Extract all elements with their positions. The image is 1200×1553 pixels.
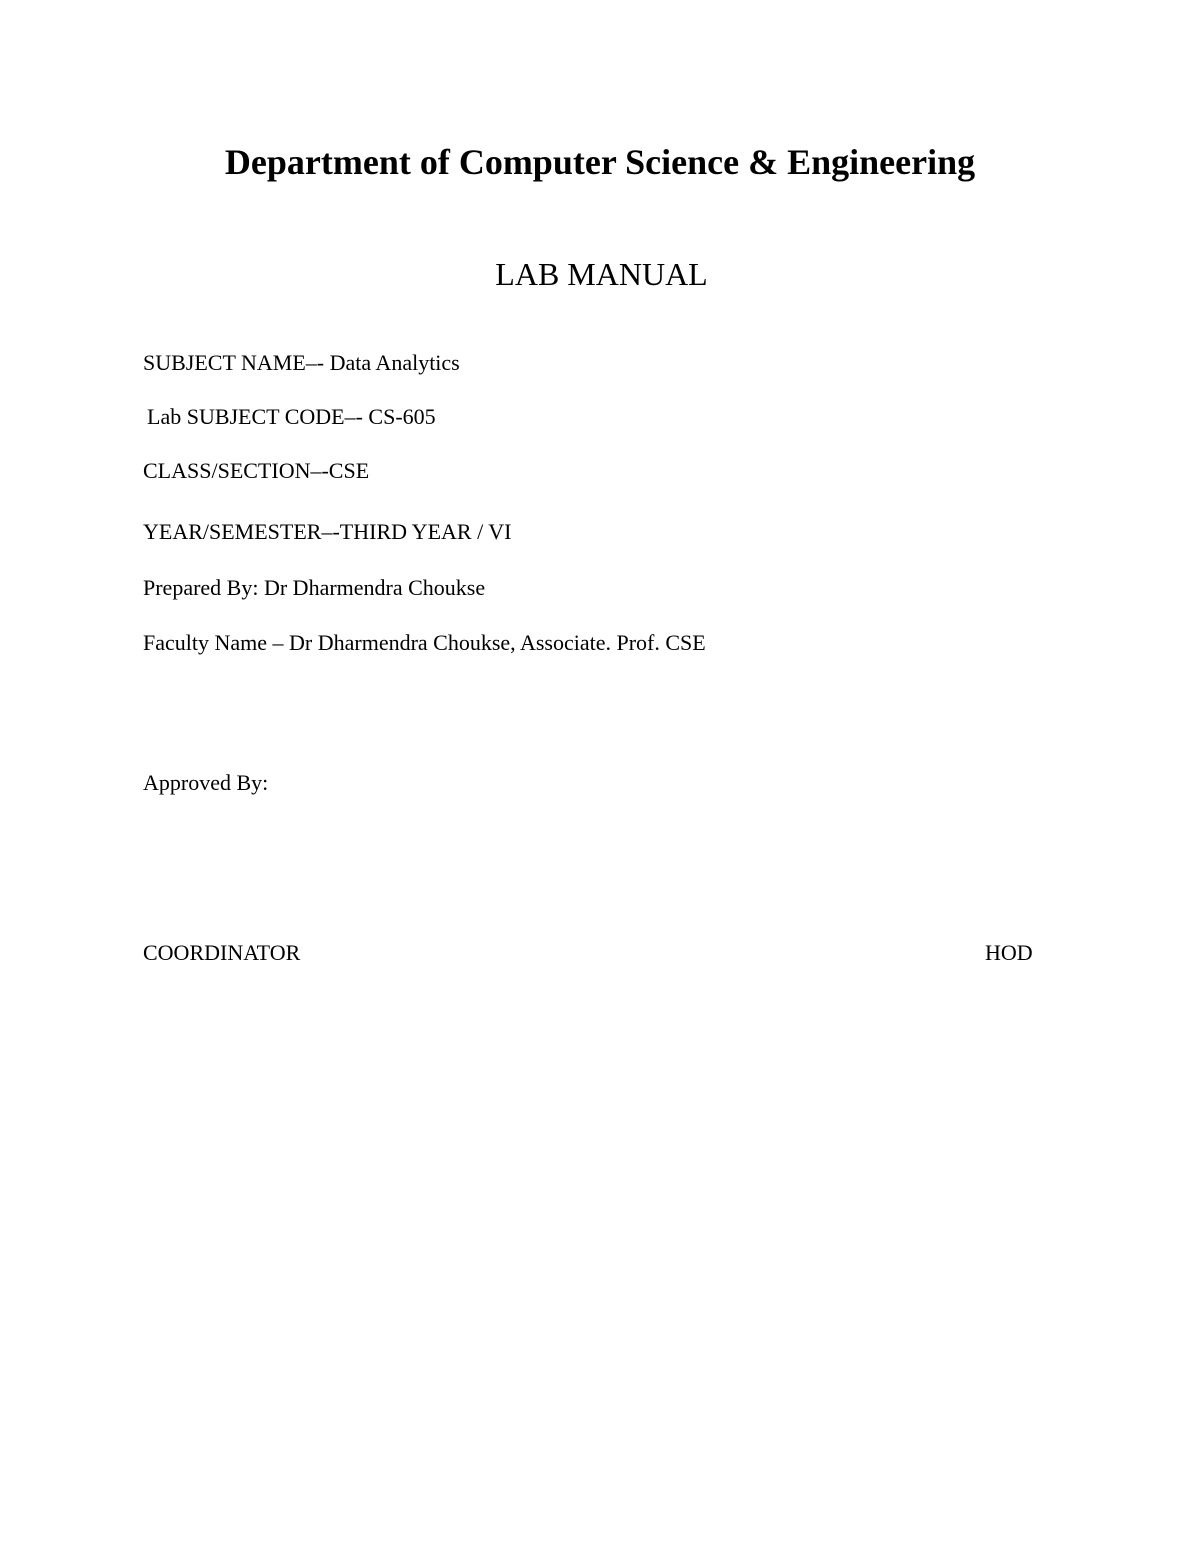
subject-name-line: SUBJECT NAME–- Data Analytics xyxy=(143,350,460,375)
class-section-line: CLASS/SECTION–-CSE xyxy=(143,458,370,483)
subject-code-line: Lab SUBJECT CODE–- CS-605 xyxy=(147,404,436,429)
hod-signature-label: HOD xyxy=(985,940,1033,965)
coordinator-signature-label: COORDINATOR xyxy=(143,940,301,965)
approved-by-label: Approved By: xyxy=(143,770,269,795)
year-semester-line: YEAR/SEMESTER–-THIRD YEAR / VI xyxy=(143,519,512,544)
department-title: Department of Computer Science & Engineering xyxy=(224,142,976,182)
prepared-by-line: Prepared By: Dr Dharmendra Choukse xyxy=(143,575,486,600)
document-subtitle: LAB MANUAL xyxy=(495,256,708,292)
faculty-name-line: Faculty Name – Dr Dharmendra Choukse, Associate. Prof. CSE xyxy=(143,630,706,655)
